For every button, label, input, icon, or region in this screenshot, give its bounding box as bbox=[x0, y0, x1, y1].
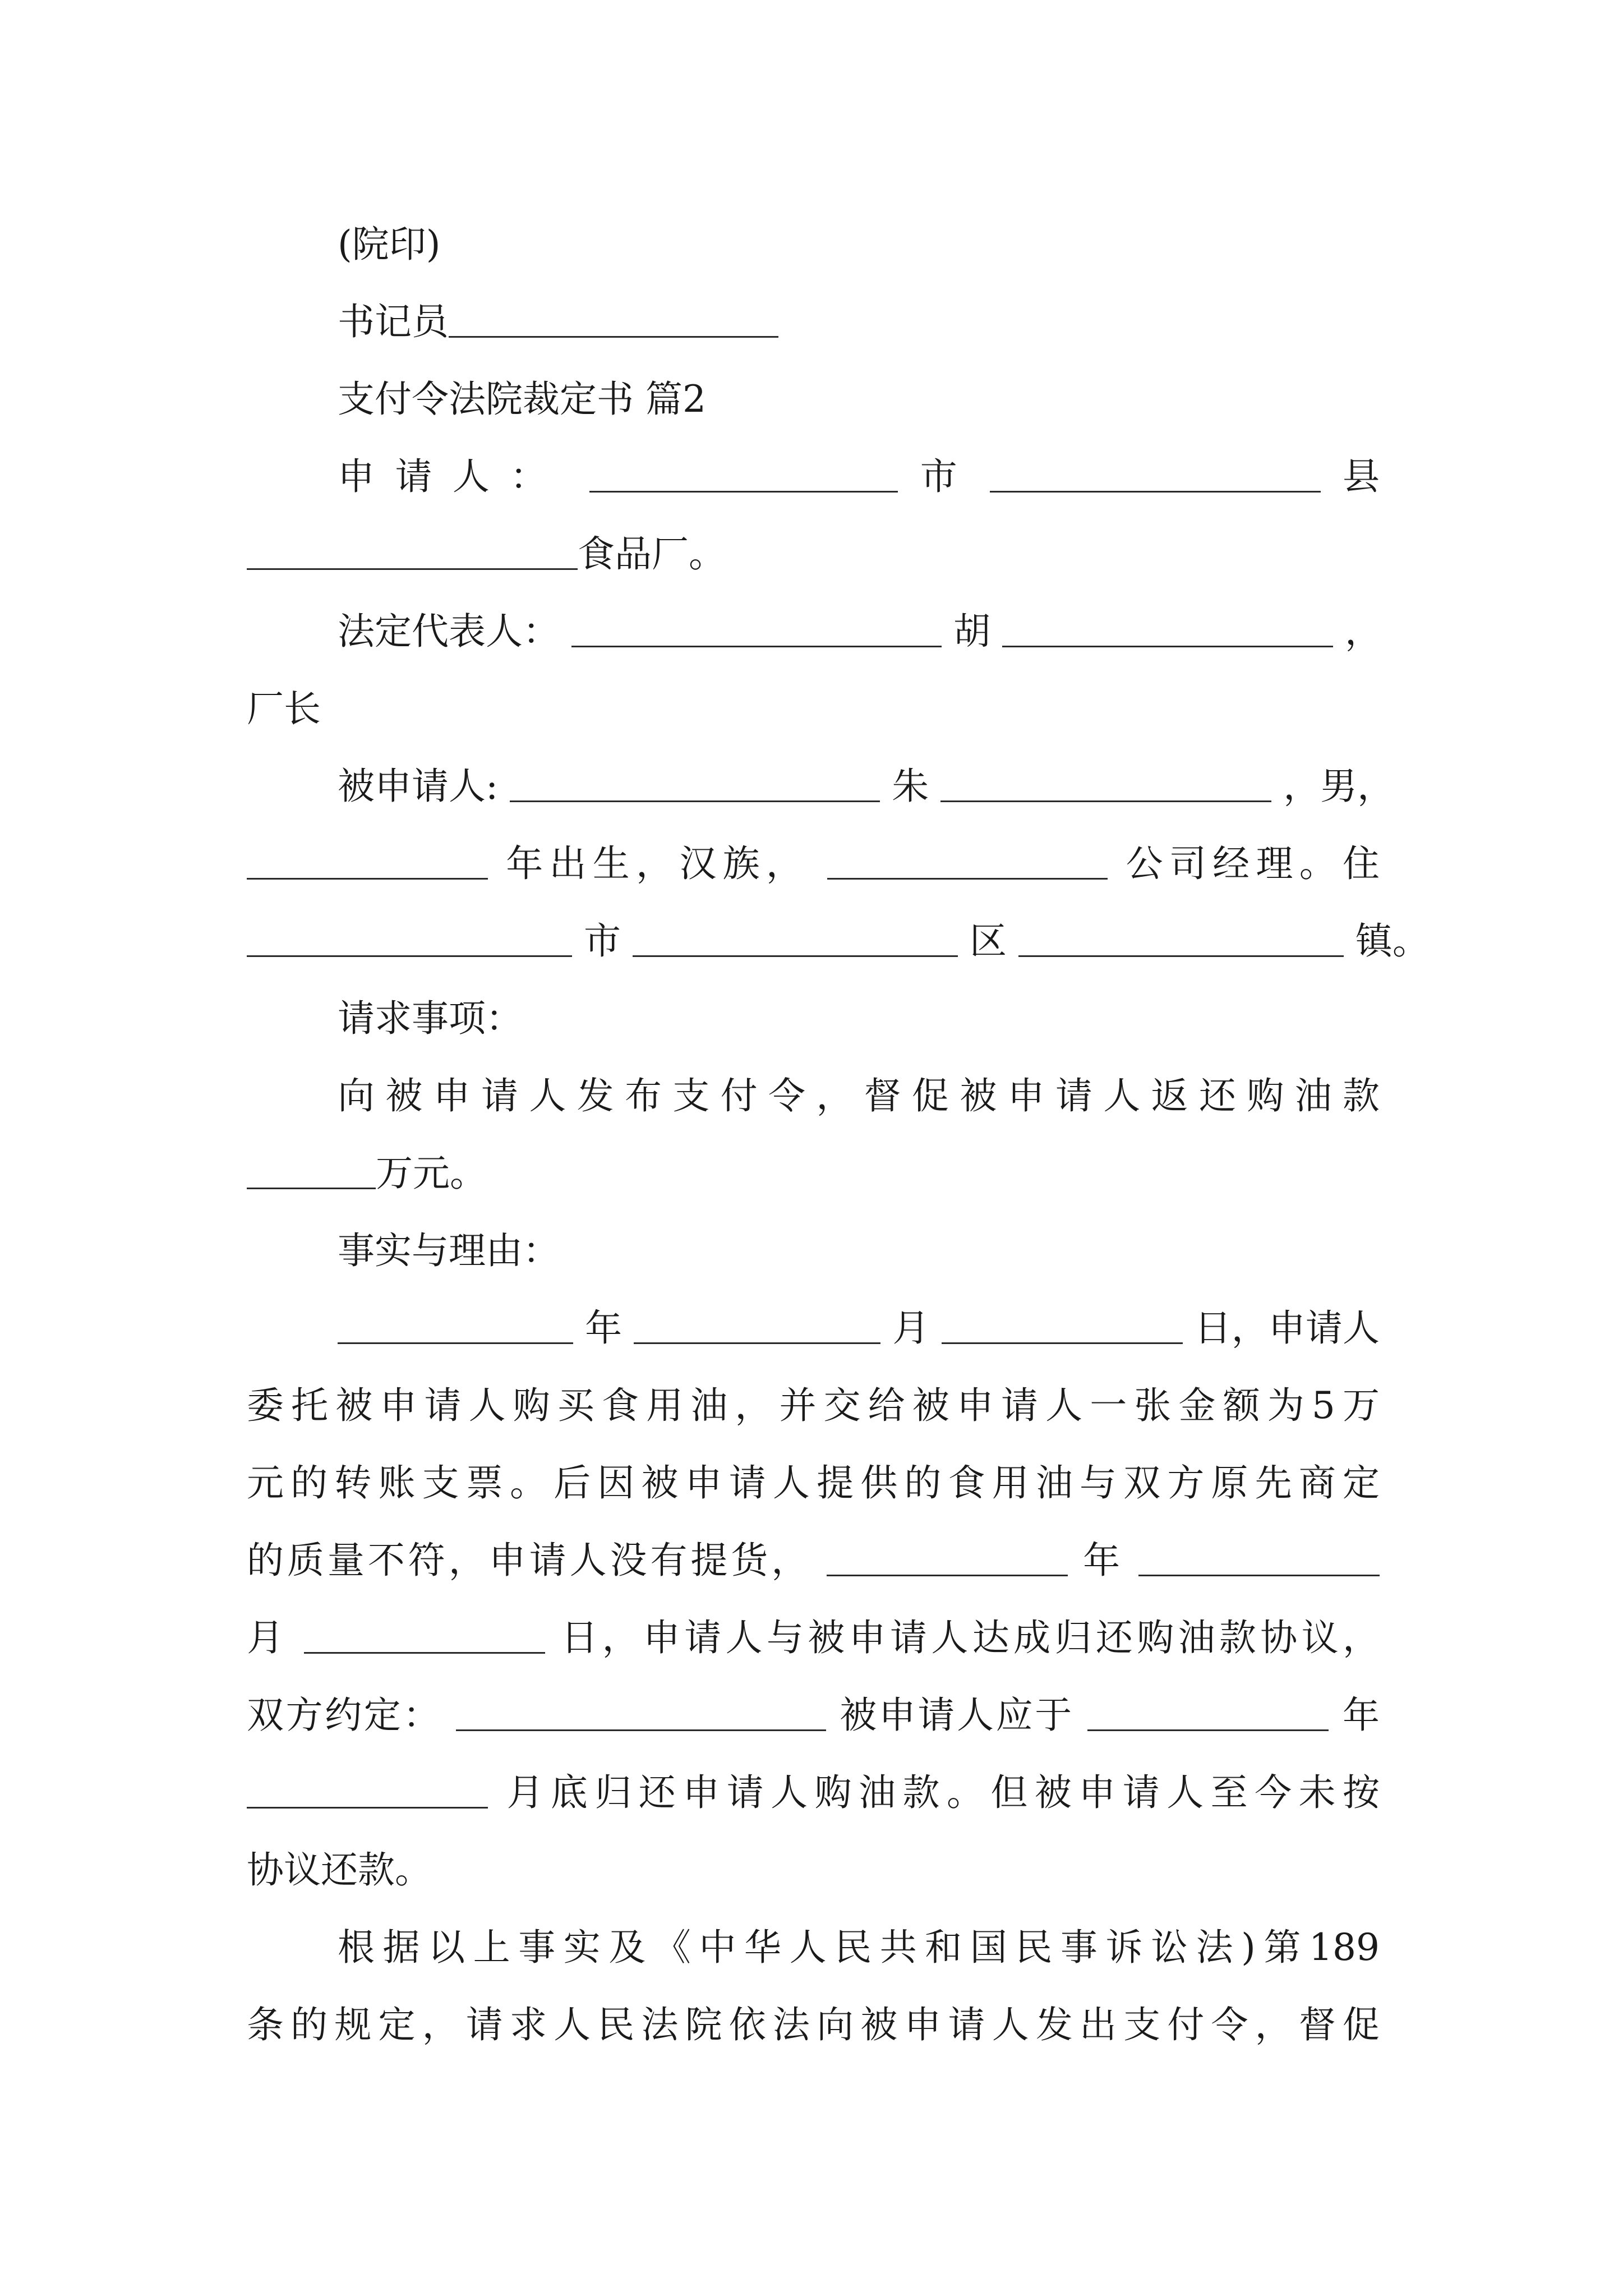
agreed-blank bbox=[456, 1695, 826, 1731]
address-line bbox=[247, 913, 1430, 969]
address-city-blank bbox=[247, 921, 572, 957]
legal-rep-title bbox=[247, 681, 1380, 737]
facts-body-text-7: 协议还款。 bbox=[247, 1848, 432, 1892]
birth-ethnicity-text: 年出生，汉族， bbox=[506, 842, 810, 885]
facts-body-text-1: 委托被申请人购买食用油，并交给被申请人一张金额为5万 bbox=[247, 1384, 1380, 1427]
facts-heading-text: 事实与理由： bbox=[338, 1229, 560, 1272]
facts-body-line-3 bbox=[247, 1533, 1380, 1589]
respondent-gender: ，男， bbox=[1283, 765, 1395, 808]
facts-body-line-4 bbox=[247, 1610, 1380, 1666]
respondent-line bbox=[338, 758, 1395, 815]
request-amount bbox=[247, 1145, 1380, 1202]
agreement-month-label: 月 bbox=[247, 1616, 288, 1659]
factory-label: 食品厂。 bbox=[578, 532, 726, 576]
company-text: 公司经理。住 bbox=[1126, 842, 1380, 885]
request-heading bbox=[338, 991, 1380, 1047]
amount-unit: 万元。 bbox=[376, 1152, 487, 1195]
agreement-month-blank bbox=[1138, 1540, 1380, 1576]
facts-body-text-2: 元的转账支票。后因被申请人提供的食用油与双方原先商定 bbox=[247, 1461, 1380, 1504]
section-title-text: 支付令法院裁定书 篇2 bbox=[338, 378, 706, 421]
facts-body-line-5 bbox=[247, 1687, 1380, 1743]
legal-rep-blank-2 bbox=[1002, 611, 1333, 647]
request-heading-text: 请求事项： bbox=[338, 997, 523, 1040]
facts-day-label: 日，申请人 bbox=[1194, 1306, 1380, 1350]
address-district-blank bbox=[633, 921, 958, 957]
address-district-label: 区 bbox=[969, 919, 1007, 963]
applicant-label: 申请人： bbox=[338, 455, 568, 498]
facts-year-label: 年 bbox=[585, 1306, 623, 1350]
facts-body-text-3: 的质量不符，申请人没有提货， bbox=[247, 1539, 812, 1582]
facts-body-text-6: 月底归还申请人购油款。但被申请人至今未按 bbox=[506, 1771, 1380, 1814]
clerk-blank bbox=[449, 301, 778, 338]
due-label: 被申请人应于 bbox=[840, 1694, 1074, 1737]
due-month-blank bbox=[247, 1772, 488, 1809]
applicant-line-2 bbox=[247, 526, 1380, 582]
birth-year-blank bbox=[247, 843, 488, 880]
address-city-label: 市 bbox=[583, 919, 621, 963]
agreement-year-blank bbox=[827, 1540, 1068, 1576]
legal-rep-comma: ， bbox=[1344, 610, 1382, 653]
basis-line-1 bbox=[338, 1920, 1380, 1976]
basis-text-1: 根据以上事实及《中华人民共和国民事诉讼法)第189 bbox=[338, 1926, 1380, 1969]
legal-rep-line bbox=[338, 604, 1380, 660]
applicant-county-label: 县 bbox=[1343, 455, 1380, 498]
request-body bbox=[338, 1068, 1380, 1124]
respondent-surname: 朱 bbox=[892, 765, 929, 808]
applicant-city-blank bbox=[589, 456, 898, 493]
legal-rep-blank-1 bbox=[571, 611, 942, 647]
section-title bbox=[338, 371, 1380, 427]
respondent-line-2 bbox=[247, 836, 1380, 892]
seal-text: (院印) bbox=[338, 223, 441, 266]
clerk-label: 书记员 bbox=[338, 300, 449, 343]
respondent-label: 被申请人: bbox=[338, 765, 499, 808]
amount-blank bbox=[247, 1153, 376, 1189]
agreed-label: 双方约定： bbox=[247, 1694, 442, 1737]
agreement-day-blank bbox=[304, 1617, 545, 1654]
applicant-city-label: 市 bbox=[920, 455, 968, 498]
respondent-blank-1 bbox=[510, 766, 880, 802]
basis-text-2: 条的规定，请求人民法院依法向被申请人发出支付令，督促 bbox=[247, 2003, 1380, 2046]
due-year-blank bbox=[1087, 1695, 1329, 1731]
clerk-line bbox=[338, 294, 1380, 350]
legal-rep-title-text: 厂长 bbox=[247, 687, 321, 730]
respondent-blank-2 bbox=[940, 766, 1271, 802]
request-body-text: 向被申请人发布支付令，督促被申请人返还购油款 bbox=[338, 1074, 1380, 1117]
factory-blank bbox=[247, 533, 578, 570]
address-town-label: 镇。 bbox=[1355, 919, 1430, 963]
facts-day-blank bbox=[942, 1308, 1183, 1344]
facts-year-blank bbox=[338, 1308, 573, 1344]
legal-rep-label: 法定代表人： bbox=[338, 610, 560, 653]
facts-month-blank bbox=[634, 1308, 880, 1344]
facts-date-line bbox=[338, 1300, 1380, 1356]
company-blank bbox=[827, 843, 1108, 880]
basis-line-2 bbox=[247, 1997, 1380, 2053]
legal-rep-surname: 胡 bbox=[953, 610, 990, 653]
agreement-year-label: 年 bbox=[1083, 1539, 1124, 1582]
applicant-line bbox=[338, 449, 1380, 505]
due-year-label: 年 bbox=[1343, 1694, 1380, 1737]
facts-body-line-1 bbox=[247, 1378, 1380, 1434]
facts-month-label: 月 bbox=[892, 1306, 930, 1350]
facts-body-text-4: 日，申请人与被申请人达成归还购油款协议， bbox=[561, 1616, 1380, 1659]
address-town-blank bbox=[1018, 921, 1344, 957]
facts-body-line-7 bbox=[247, 1842, 1380, 1898]
facts-body-line-6 bbox=[247, 1765, 1380, 1821]
facts-body-line-2 bbox=[247, 1455, 1380, 1511]
seal-note bbox=[338, 217, 1380, 273]
facts-heading bbox=[338, 1223, 1380, 1279]
applicant-county-blank bbox=[990, 456, 1321, 493]
